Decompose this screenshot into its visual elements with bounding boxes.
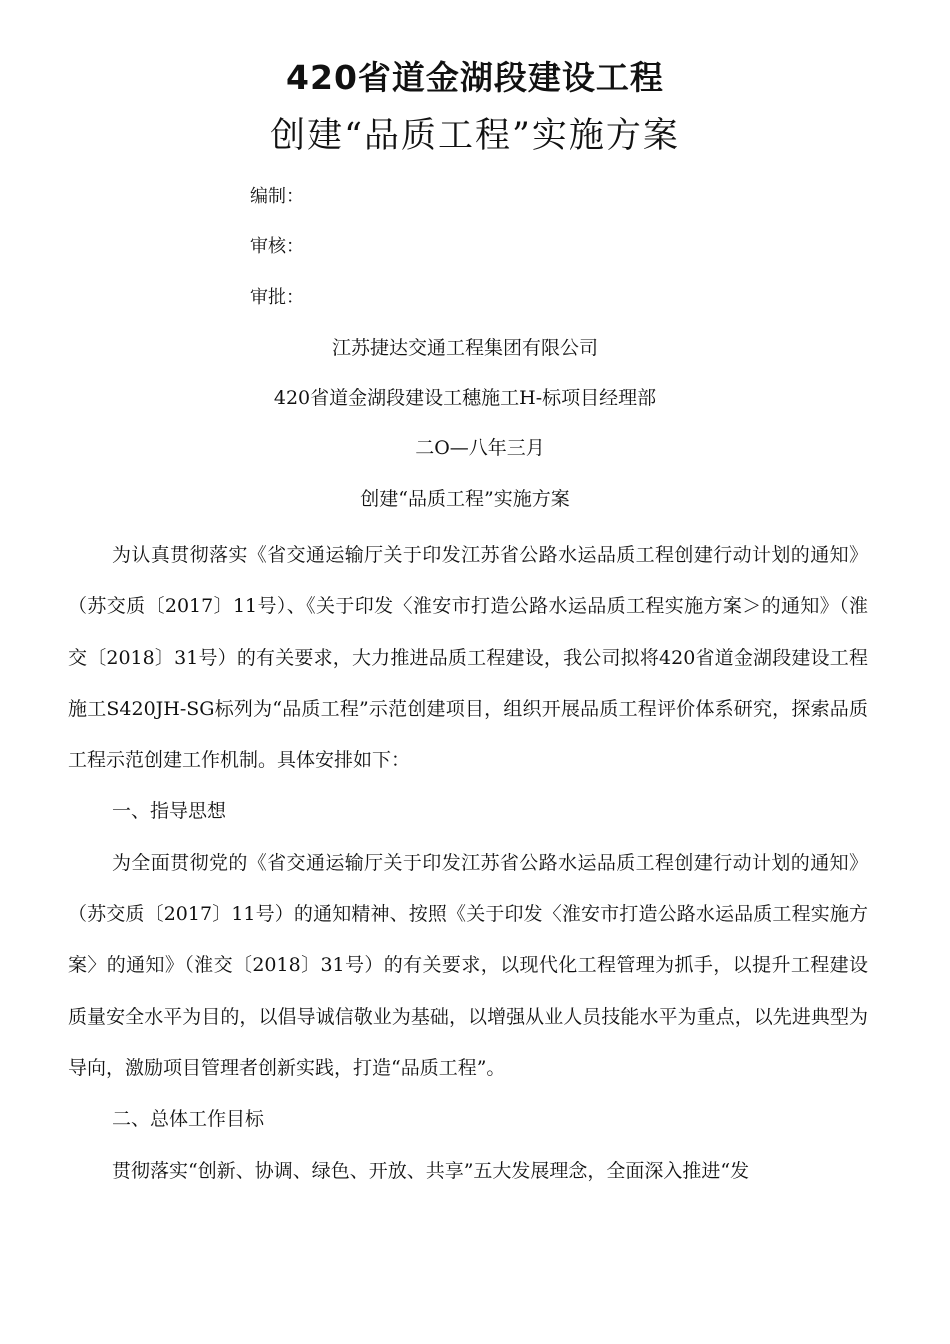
section-heading-overall-goals: 二、总体工作目标 (112, 1108, 265, 1131)
company-name: 江苏捷达交通工程集团有限公司 (331, 337, 598, 359)
overall-goals-paragraph: 贯彻落实“创新、协调、绿色、开放、共享”五大发展理念，全面深入推进“发 (112, 1159, 750, 1182)
project-department: 420省道金湖段建设工穗施工H-标项目经理部 (273, 387, 657, 409)
signoff-compile: 编制： (250, 186, 304, 207)
guiding-ideology-paragraph: 为全面贯彻党的《省交通运输厅关于印发江苏省公路水运品质工程创建行动计划的通知》（苏交质〔2017〕11号）的通知精神、按照《关于印发〈淮安市打造公路水运品质工程实施方案〉的通知》（淮交〔2018〕31号）的有关要求，以现代化工程管理为抓手，以提升工程建设质量安全水平为目的，以倡导诚信敬业为基础，以增强从业人员技能水平为重点，以先进典型为导向，激励项目管理者创新实践，打造“品质工程”。 (68, 851, 868, 1079)
signoff-approve: 审批： (250, 287, 304, 308)
section-heading-guiding-ideology: 一、指导思想 (112, 800, 227, 823)
plan-subtitle: 创建“品质工程”实施方案 (360, 488, 570, 510)
document-date: 二O—八年三月 (415, 437, 545, 459)
document-title: 420省道金湖段建设工程 (286, 58, 664, 97)
document-title-subheading: 创建“品质工程”实施方案 (270, 116, 680, 156)
intro-paragraph: 为认真贯彻落实《省交通运输厅关于印发江苏省公路水运品质工程创建行动计划的通知》（苏交质〔2017〕11号）、《关于印发〈淮安市打造公路水运品质工程实施方案＞的通知》（淮交〔2018〕31号）的有关要求，大力推进品质工程建设，我公司拟将420省道金湖段建设工程施工S420JH-SG标列为“品质工程”示范创建项目，组织开展品质工程评价体系研究，探索品质工程示范创建工作机制。具体安排如下： (68, 544, 868, 772)
signoff-review: 审核： (250, 236, 304, 257)
document-body (68, 530, 868, 1197)
